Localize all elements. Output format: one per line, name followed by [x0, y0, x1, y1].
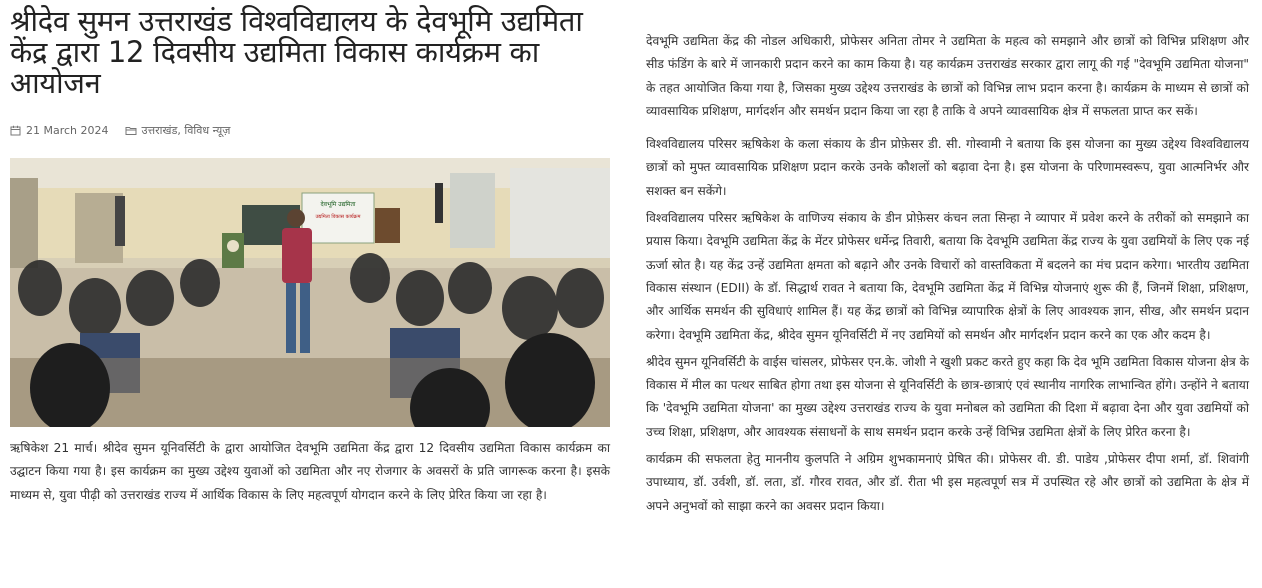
banner-title: देवभूमि उद्यमिता: [320, 201, 356, 208]
article-paragraph-3: विश्वविद्यालय परिसर ऋषिकेश के वाणिज्य संकाय के डीन प्रोफ़ेसर कंचन लता सिन्हा ने व्यापार में प्रवेश करने के तरीकों को समझाने का प्रयास किया। देवभूमि उद्यमिता केंद्र के मेंटर प्रोफेसर धर्मेन्द्र तिवारी, बताया कि देवभूमि उद्यमिता केंद्र राज्य के युवा उद्यमियों के लिए एक नई ऊर्जा स्रोत है। यह केंद्र उन्हें उद्यमिता क्षमता को बढ़ाने और उनके विचारों को वास्तविकता में बदलने का मंच प्रदान करेगा। भारतीय उद्यमिता विकास संस्थान (EDII) के डॉ. सिद्धार्थ रावत ने बताया कि, देवभूमि उद्यमिता केंद्र में विभिन्न योजनाएं शुरू की हैं, जिनमें शिक्षा, प्रशिक्षण, और आर्थिक समर्थन की सुविधाएं शामिल हैं। यह केंद्र छात्रों को विभिन्न व्यापारिक क्षेत्रों के लिए आवश्यक ज्ञान, सीख, और समर्थन प्रदान करेगा। देवभूमि उद्यमिता केंद्र, श्रीदेव सुमन यूनिवर्सिटी में नए उद्यमियों को समर्थन और मार्गदर्शन प्रदान करने का एक और कदम है।: [646, 211, 1249, 342]
folder-icon: [125, 125, 137, 136]
date-meta: [10, 124, 109, 137]
article-date-link[interactable]: 21 March 2024: [26, 124, 109, 137]
article-categories-link[interactable]: उत्तराखंड, विविध न्यूज़: [141, 124, 231, 137]
category-meta: [125, 123, 231, 138]
article-left-column: [10, 0, 610, 519]
banner-subtitle: उद्यमिता विकास कार्यक्रम: [315, 214, 361, 220]
event-photo: [10, 158, 610, 427]
article-paragraph-4: श्रीदेव सुमन यूनिवर्सिटी के वाईस चांसलर, प्रोफेसर एन.के. जोशी ने खुशी प्रकट करते हुए कहा कि देव भूमि उद्यमिता विकास योजना क्षेत्र के विकास में मील का पत्थर साबित होगा तथा इस योजना से यूनिवर्सिटी के छात्र-छात्राएं एवं स्थानीय नागरिक लाभान्वित होंगे। उन्होंने ने बताया कि 'देवभूमि उद्यमिता योजना' का मुख्य उद्देश्य उत्तराखंड राज्य के युवा मनोबल को उद्यमिता की दिशा में बढ़ावा देना और युवा उद्यमियों को उच्च शिक्षा, प्रशिक्षण, और आवश्यक संसाधनों के साथ समर्थन प्रदान करके उन्हें विभिन्न उद्यमिता क्षेत्रों के लिए प्रेरित करना है।: [646, 354, 1249, 439]
article-paragraph-2: विश्वविद्यालय परिसर ऋषिकेश के कला संकाय के डीन प्रोफ़ेसर डी. सी. गोस्वामी ने बताया कि इस योजना का मुख्य उद्देश्य विश्वविद्यालय छात्रों को मुफ्त व्यावसायिक प्रशिक्षण प्रदान करके उनके कौशलों को बढ़ावा देना है। इस योजना के परिणामस्वरूप, युवा आत्मनिर्भर और सशक्त बन सकेंगे।: [646, 137, 1249, 198]
photo-caption: ऋषिकेश 21 मार्च। श्रीदेव सुमन यूनिवर्सिटी के द्वारा आयोजित देवभूमि उद्यमिता केंद्र द्वारा 12 दिवसीय उद्यमिता विकास कार्यक्रम का उद्घाटन किया गया है। इस कार्यक्रम का मुख्य उद्देश्य युवाओं को उद्यमिता और नए रोजगार के अवसरों के प्रति जागरूक करना है। इसके माध्यम से, युवा पीढ़ी को उत्तराखंड राज्य में आर्थिक विकास के लिए महत्वपूर्ण योगदान करने के लिए प्रेरित किया जा रहा है।: [10, 441, 610, 502]
event-photo-illustration: [10, 158, 610, 427]
article-paragraph-5: कार्यक्रम की सफलता हेतु माननीय कुलपति ने अग्रिम शुभकामनाएं प्रेषित की। प्रोफेसर वी. डी. पाडेय ,प्रोफेसर दीपा शर्मा, डॉ. शिवांगी उपाध्याय, डॉ. उर्वशी, डॉ. लता, डॉ. गौरव रावत, और डॉ. रीता भी इस महत्वपूर्ण सत्र में उपस्थित रहे और छात्रों को उद्यमिता के क्षेत्र में अपने अनुभवों को साझा करने का अवसर प्रदान किया।: [646, 452, 1249, 513]
article-right-column: [646, 30, 1249, 518]
article-title: श्रीदेव सुमन उत्तराखंड विश्वविद्यालय के देवभूमि उद्यमिता केंद्र द्वारा 12 दिवसीय उद्यमिता विकास कार्यक्रम का आयोजन: [10, 4, 583, 100]
article-meta: [10, 123, 610, 138]
article-paragraph-1: देवभूमि उद्यमिता केंद्र की नोडल अधिकारी, प्रोफेसर अनिता तोमर ने उद्यमिता के महत्व को समझाने और छात्रों को विभिन्न प्रशिक्षण और सीड फंडिंग के बारे में जानकारी प्रदान करने का काम किया है। यह कार्यक्रम उत्तराखंड सरकार द्वारा लागू की गई "देवभूमि उद्यमिता योजना" के तहत आयोजित किया गया है, जिसका मुख्य उद्देश्य उत्तराखंड के छात्रों को विभिन्न लाभ प्रदान करना है। कार्यक्रम के माध्यम से छात्रों को व्यावसायिक प्रशिक्षण, मार्गदर्शन और समर्थन प्रदान किया जा रहा है ताकि वे अपने व्यावसायिक क्षेत्र में सफलता प्राप्त कर सकें।: [646, 34, 1249, 118]
calendar-icon: [10, 125, 21, 136]
